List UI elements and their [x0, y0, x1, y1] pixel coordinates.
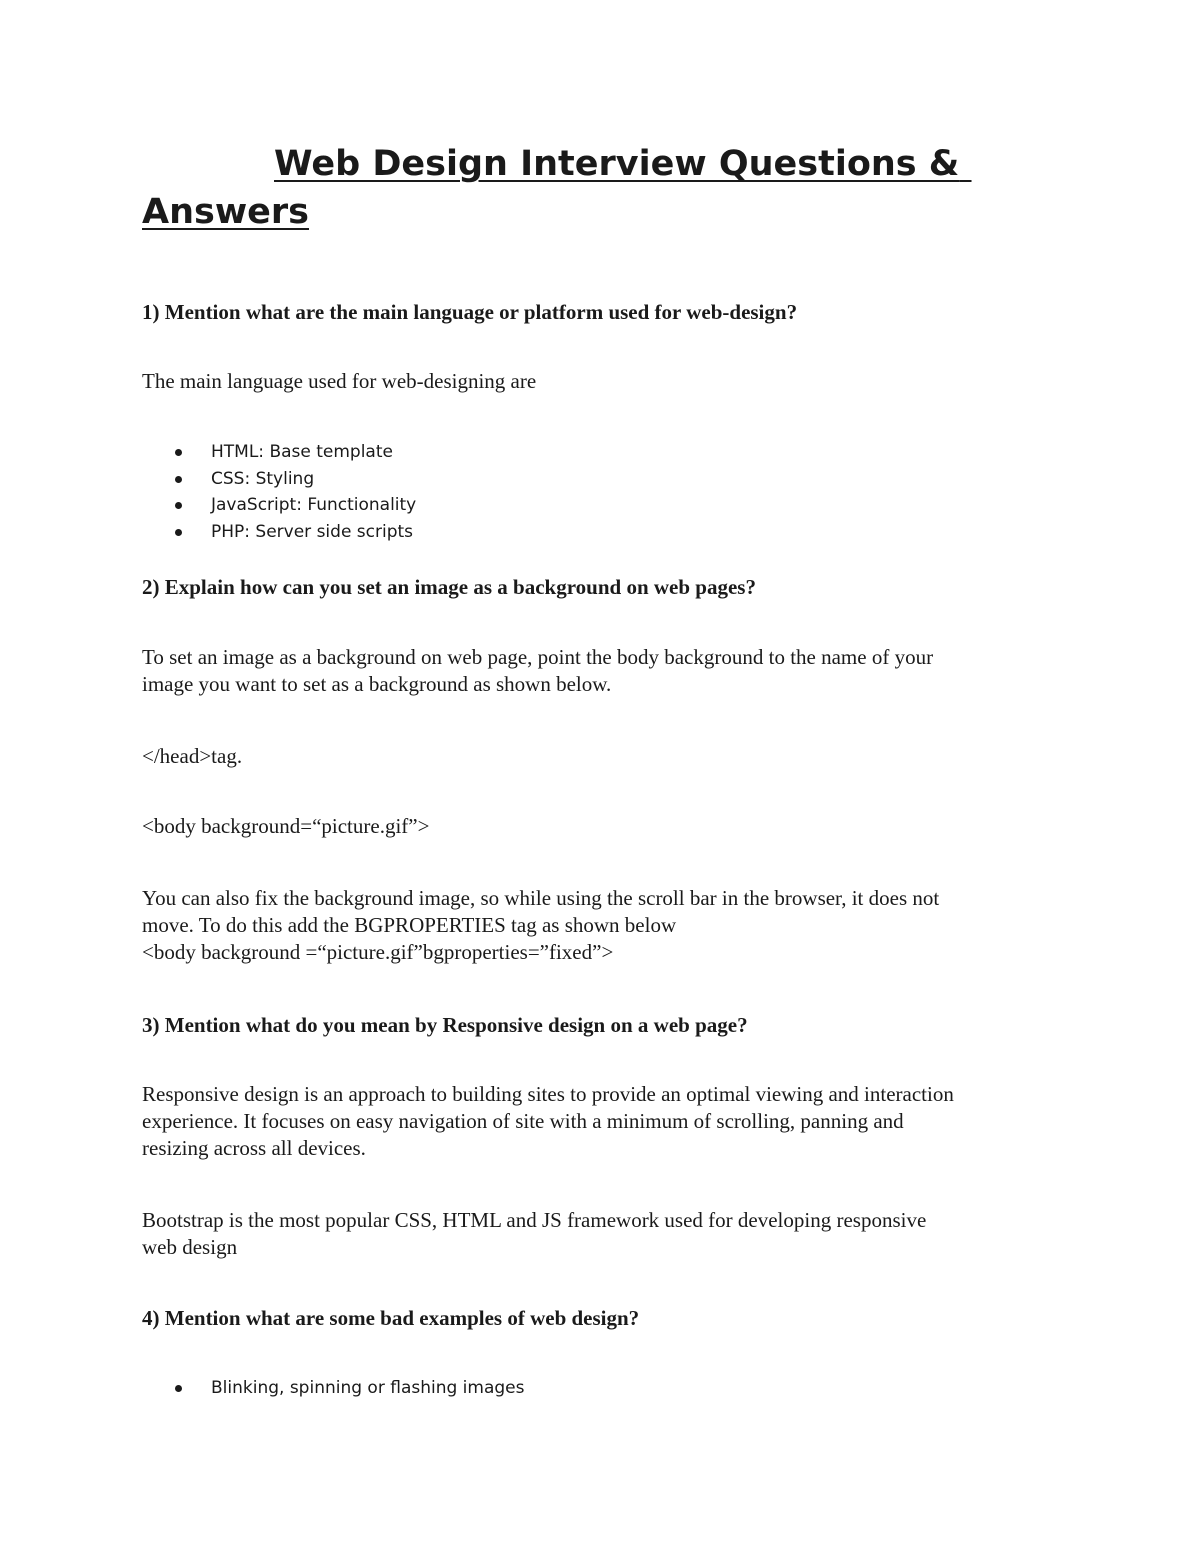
text-line: image you want to set as a background as shown below.: [142, 672, 612, 696]
list-item: [142, 492, 416, 519]
bullet-icon: [175, 1385, 182, 1392]
document-title: Web Design Interview Questions & Answers: [142, 144, 972, 232]
answer-4-list: [142, 1375, 525, 1402]
list-item: [142, 466, 416, 493]
text-line: resizing across all devices.: [142, 1136, 366, 1160]
question-4: 4) Mention what are some bad examples of web design?: [142, 1306, 640, 1330]
list-item: [142, 519, 416, 546]
list-item-text: Blinking, spinning or flashing images: [211, 1378, 525, 1398]
list-item-text: JavaScript: Functionality: [211, 495, 417, 515]
bullet-icon: [175, 529, 182, 536]
text-line: You can also fix the background image, so while using the scroll bar in the browser, it does not: [142, 886, 940, 910]
answer-2-paragraph-1: [142, 644, 1062, 698]
answer-1-list: [142, 439, 416, 545]
text-line: move. To do this add the BGPROPERTIES tag as shown below: [142, 913, 677, 937]
text-line: web design: [142, 1235, 238, 1259]
question-2: 2) Explain how can you set an image as a background on web pages?: [142, 575, 756, 599]
bullet-icon: [175, 449, 182, 456]
answer-3-paragraph-1: [142, 1081, 1062, 1162]
list-item-text: CSS: Styling: [211, 468, 315, 489]
list-item-text: PHP: Server side scripts: [211, 521, 414, 542]
bullet-icon: [175, 476, 182, 483]
question-1: 1) Mention what are the main language or platform used for web-design?: [142, 300, 798, 324]
list-item-text: HTML: Base template: [211, 442, 393, 462]
question-3: 3) Mention what do you mean by Responsive design on a web page?: [142, 1013, 748, 1037]
answer-1-intro: The main language used for web-designing are: [142, 369, 537, 393]
answer-2-code-2: <body background=“picture.gif”>: [142, 814, 430, 838]
list-item: [142, 1375, 525, 1402]
text-line: <body background =“picture.gif”bgproperties=”fixed”>: [142, 940, 614, 964]
text-line: Bootstrap is the most popular CSS, HTML and JS framework used for developing responsive: [142, 1208, 927, 1232]
answer-2-paragraph-2: [142, 885, 1062, 966]
text-line: experience. It focuses on easy navigation of site with a minimum of scrolling, panning and: [142, 1109, 904, 1133]
text-line: To set an image as a background on web page, point the body background to the name of your: [142, 645, 934, 669]
answer-3-paragraph-2: [142, 1207, 1062, 1261]
bullet-icon: [175, 502, 182, 509]
answer-2-code-1: </head>tag.: [142, 744, 243, 768]
list-item: [142, 439, 416, 466]
text-line: Responsive design is an approach to building sites to provide an optimal viewing and interaction: [142, 1082, 954, 1106]
